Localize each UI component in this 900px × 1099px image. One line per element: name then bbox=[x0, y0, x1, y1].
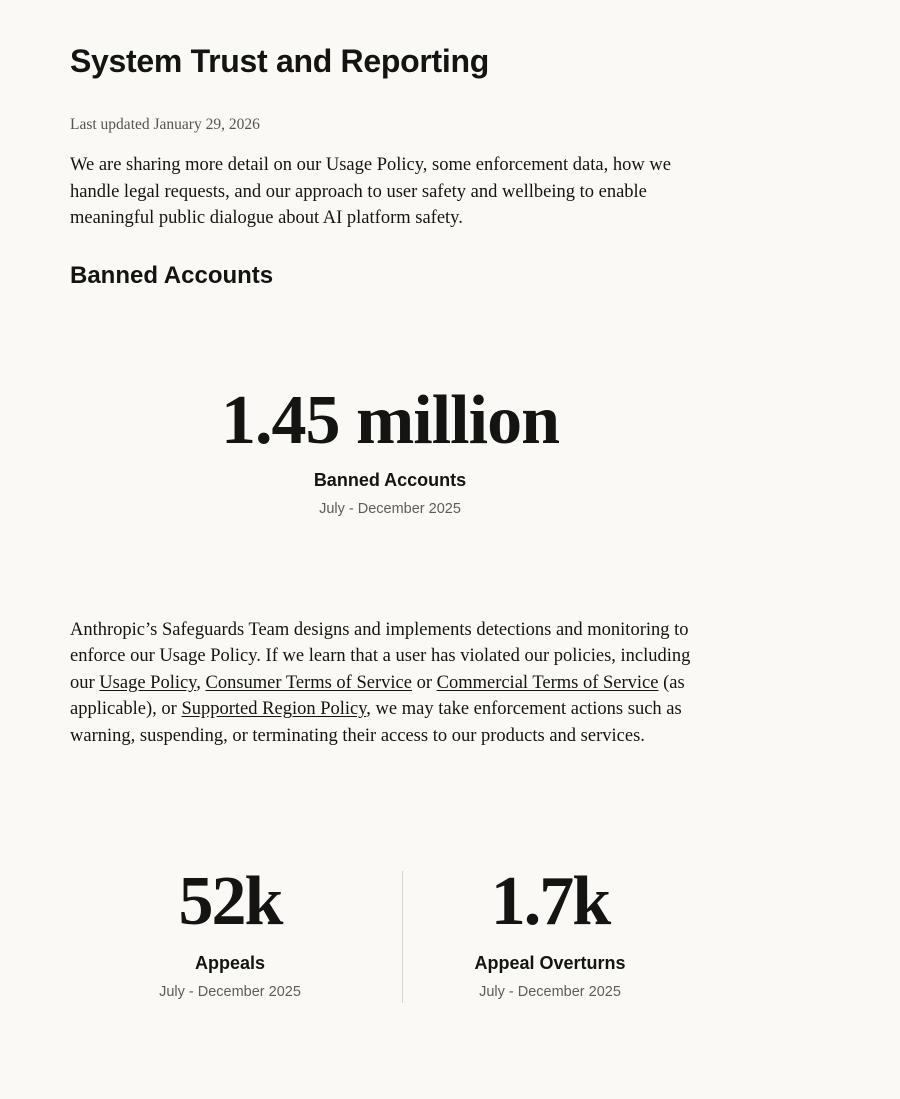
appeals-stats bbox=[70, 857, 710, 1002]
enforcement-paragraph bbox=[70, 617, 710, 749]
banned-accounts-period: July - December 2025 bbox=[319, 501, 461, 517]
enforcement-separator-1: , bbox=[196, 672, 206, 693]
enforcement-separator-2: or bbox=[411, 672, 437, 693]
appeal-overturns-label: Appeal Overturns bbox=[474, 953, 626, 973]
appeal-overturns-value: 1.7k bbox=[490, 863, 610, 940]
banned-accounts-stat bbox=[70, 378, 710, 519]
appeals-stat bbox=[70, 857, 390, 1002]
banned-accounts-value: 1.45 million bbox=[220, 382, 560, 459]
appeals-label: Appeals bbox=[194, 953, 266, 973]
appeal-overturns-stat bbox=[390, 857, 710, 1002]
appeals-value: 52k bbox=[178, 863, 282, 940]
page-title: System Trust and Reporting bbox=[70, 43, 489, 79]
supported-region-policy-link[interactable]: Supported Region Policy bbox=[181, 699, 367, 720]
appeals-period: July - December 2025 bbox=[159, 984, 301, 1000]
commercial-terms-link[interactable]: Commercial Terms of Service bbox=[436, 672, 659, 693]
enforcement-text-1: Anthropic’s Safeguards Team designs and implements detections and monitoring to enforce our Usage Policy. If we learn that a user has violated our policies, including our bbox=[70, 620, 691, 693]
intro-paragraph: We are sharing more detail on our Usage Policy, some enforcement data, how we handle legal requests, and our approach to user safety and wellbeing to enable meaningful public dialogue about AI platform safety. bbox=[70, 155, 671, 228]
appeal-overturns-period: July - December 2025 bbox=[479, 984, 621, 1000]
enforcement-text-2: (as applicable), or bbox=[70, 672, 685, 720]
consumer-terms-link[interactable]: Consumer Terms of Service bbox=[205, 672, 412, 693]
enforcement-text-3: , we may take enforcement actions such as warning, suspending, or terminating their access to our products and services. bbox=[70, 699, 682, 746]
banned-accounts-label: Banned Accounts bbox=[313, 470, 467, 490]
section-title-banned-accounts: Banned Accounts bbox=[70, 262, 274, 289]
usage-policy-link[interactable]: Usage Policy bbox=[99, 672, 197, 693]
last-updated-date: Last updated January 29, 2026 bbox=[70, 116, 260, 133]
stat-divider bbox=[402, 871, 403, 1003]
